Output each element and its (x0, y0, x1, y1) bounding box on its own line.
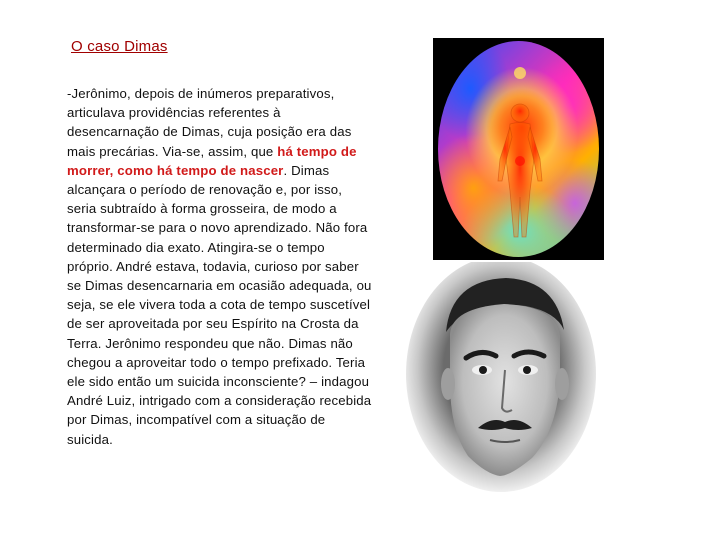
aura-image (433, 38, 604, 260)
aura-glow (438, 41, 599, 257)
slide-title: O caso Dimas (71, 38, 168, 55)
paragraph-part-2: . Dimas alcançara o período de renovação e, por isso, seria subtraído à forma grosseira, de modo a transformar-se para o novo aprendizado. Não fora determinado dia exato. Atingira-se o tempo próprio. André estava, todavia, curioso por saber se Dimas desencarnaria em ocasião adequada, ou seja, se ele vivera toda a cota de tempo suscetível de ser aproveitada por seu Espírito na Crosta da Terra. Jerônimo respondeu que não. Dimas não chegou a aproveitar todo o tempo prefixado. Teria ele sido então um suicida inconsciente? – indagou André Luiz, intrigado com a consideração recebida por Dimas, incompatível com a situação de suicida. (67, 162, 372, 447)
body-paragraph (67, 84, 372, 449)
paragraph-part-1: -Jerônimo, depois de inúmeros preparativos, articulava providências referentes à desencarnação de Dimas, cuja posição era das mais precárias. Via-se, assim, que (67, 86, 352, 159)
human-figure-silhouette (438, 41, 599, 257)
paragraph-highlight: há tempo de morrer, como há tempo de nascer (67, 143, 357, 178)
portrait-image (406, 262, 596, 492)
